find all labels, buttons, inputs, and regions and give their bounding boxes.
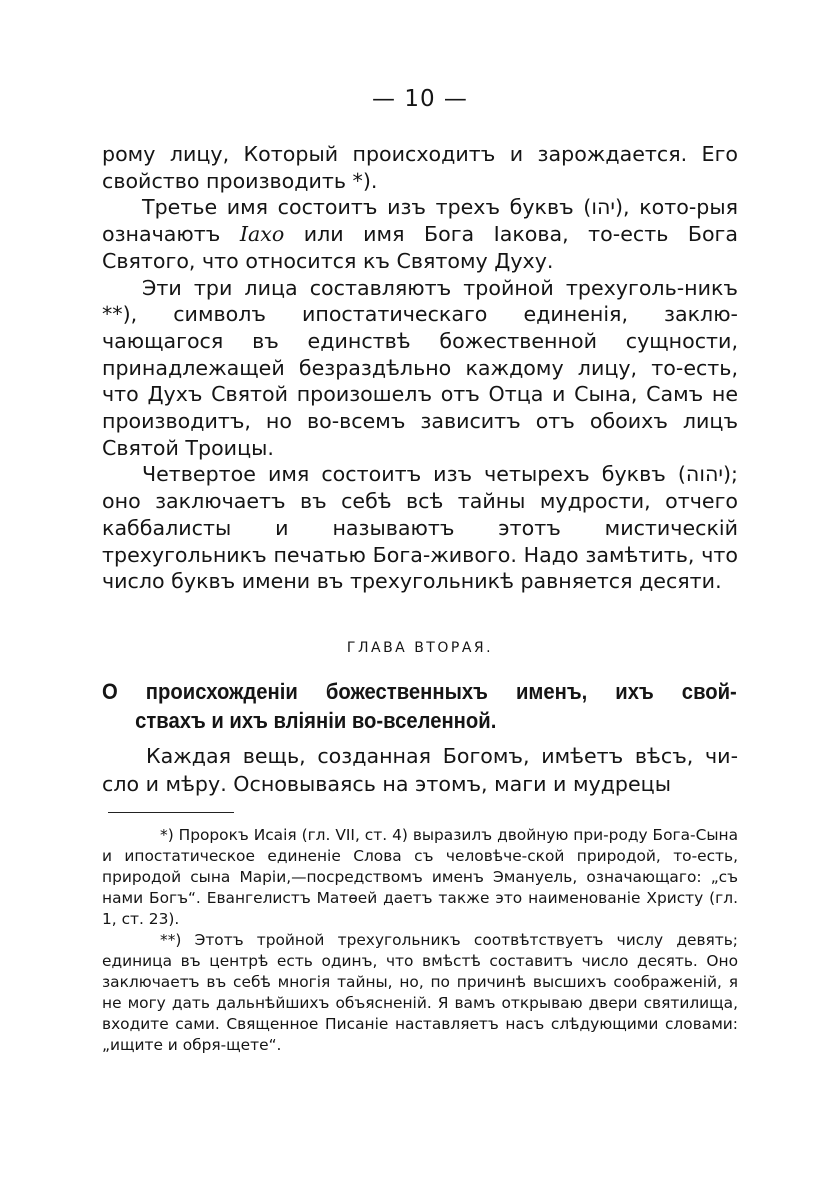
body-text — [102, 141, 738, 595]
iaxo-italic: Iaxo — [239, 222, 285, 247]
paragraph-2-part-c: или имя Бога Іакова, то-есть Бога Святого, что относится къ Святому Духу. — [102, 222, 738, 273]
paragraph-2 — [102, 194, 738, 274]
chapter-title-line-1: О происхожденіи божественныхъ именъ, ихъ свой- — [102, 679, 737, 704]
paragraph-2-part-a: Третье имя состоитъ изъ трехъ буквъ ( — [142, 195, 592, 220]
page-number: — 10 — — [372, 86, 468, 112]
paragraph-4-part-b: ); оно заключаетъ въ себѣ всѣ тайны мудрости, отчего каббалисты и называютъ этотъ мистическій трехугольникъ печатью Бога-живого. Надо замѣтить, что число буквъ имени въ трехугольникѣ равняется десяти. — [102, 462, 738, 594]
chapter-text — [102, 742, 738, 798]
hebrew-four-letters: יהוה — [685, 462, 724, 487]
paragraph-1: рому лицу, Который происходитъ и зарождается. Его свойство производить *). — [102, 142, 738, 193]
footnotes — [102, 825, 738, 1056]
chapter-paragraph: Каждая вещь, созданная Богомъ, имѣетъ вѣсъ, чи-сло и мѣру. Основываясь на этомъ, маги и мудрецы — [102, 744, 738, 796]
footnote-1: *) Пророкъ Исаія (гл. VII, ст. 4) выразилъ двойную при-роду Бога-Сына и ипостатическое единеніе Слова съ человѣче-ской природой, то-есть, природой сына Маріи,—посредствомъ именъ Эмануель, означающаго: „съ нами Богъ“. Евангелистъ Матѳей даетъ также это наименованіе Христу (гл. 1, ст. 23). — [102, 826, 738, 928]
chapter-title-line-2: ствахъ и ихъ вліяніи во-вселенной. — [135, 708, 497, 733]
chapter-title — [102, 677, 737, 735]
footnote-divider — [108, 812, 234, 813]
hebrew-three-letters: יהו — [591, 195, 616, 220]
paragraph-2-part-b: ), кото-рыя означаютъ — [102, 195, 739, 247]
chapter-label: ГЛАВА ВТОРАЯ. — [346, 640, 494, 656]
footnote-2: **) Этотъ тройной трехугольникъ соотвѣтствуетъ числу девять; единица въ центрѣ есть одинъ, что вмѣстѣ составитъ число десять. Оно заключаетъ въ себѣ многія тайны, но, по причинѣ высшихъ соображеній, я не могу дать дальнѣйшихъ объясненій. Я вамъ открываю двери святилища, входите сами. Священное Писаніе наставляетъ насъ слѣдующими словами: „ищите и обря-щете“. — [102, 931, 738, 1054]
paragraph-3: Эти три лица составляютъ тройной трехуголь-никъ **), символъ ипостатическаго единенія, заклю-чающагося въ единствѣ божественной сущности, принадлежащей безраздѣльно каждому лицу, то-есть, что Духъ Святой произошелъ отъ Отца и Сына, Самъ не производитъ, но во-всемъ зависитъ отъ обоихъ лицъ Святой Троицы. — [102, 275, 738, 460]
paragraph-4 — [102, 461, 738, 595]
paragraph-4-part-a: Четвертое имя состоитъ изъ четырехъ буквъ ( — [142, 462, 686, 487]
